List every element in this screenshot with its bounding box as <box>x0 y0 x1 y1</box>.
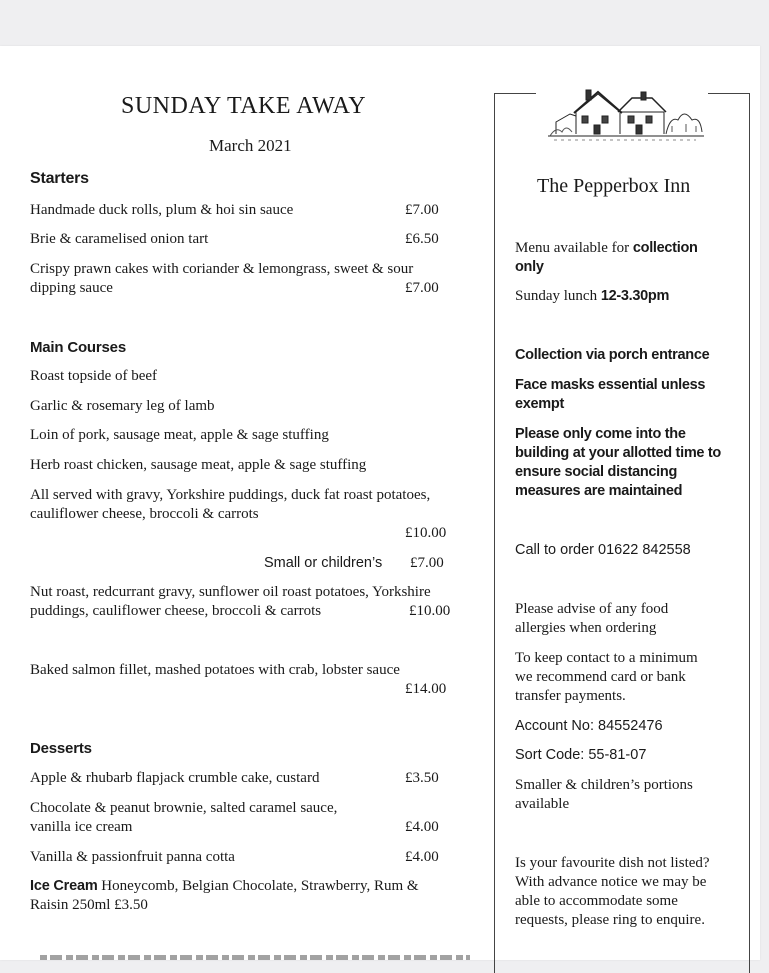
menu-item-name: puddings, cauliflower cheese, broccoli & carrots <box>30 603 322 619</box>
menu-item-name: Roast topside of beef <box>30 368 158 384</box>
collection-only-emphasis: only <box>515 259 544 275</box>
favourite-dish-notice: With advance notice we may be <box>515 874 707 890</box>
allergy-notice: Please advise of any food <box>515 601 669 617</box>
menu-item-name: Loin of pork, sausage meat, apple & sage stuffing <box>30 427 329 443</box>
menu-available-line <box>515 239 698 258</box>
menu-item-price: £10.00 <box>405 525 447 541</box>
payment-notice: To keep contact to a minimum <box>515 650 698 666</box>
menu-available-text: Menu available for <box>515 240 633 256</box>
collection-emphasis: collection <box>632 240 698 256</box>
menu-item-name: Vanilla & passionfruit panna cotta <box>30 849 235 865</box>
menu-title: SUNDAY TAKE AWAY <box>121 93 367 119</box>
menu-item-name: Brie & caramelised onion tart <box>30 231 209 247</box>
distancing-notice: measures are maintained <box>515 483 683 499</box>
menu-item-name: Herb roast chicken, sausage meat, apple & sage stuffing <box>30 457 367 473</box>
distancing-notice: Please only come into the <box>515 426 686 442</box>
menu-item-name: Baked salmon fillet, mashed potatoes with crab, lobster sauce <box>30 662 400 678</box>
menu-item-price: £10.00 <box>409 603 451 619</box>
menu-item-price: £4.00 <box>405 849 439 865</box>
served-with-text: All served with gravy, Yorkshire puddings, duck fat roast potatoes, <box>30 487 431 503</box>
info-panel-frame <box>494 93 750 973</box>
distancing-notice: ensure social distancing <box>515 464 678 480</box>
menu-item-name: Apple & rhubarb flapjack crumble cake, custard <box>30 770 320 786</box>
menu-item-name: Chocolate & peanut brownie, salted caramel sauce, <box>30 800 338 816</box>
served-with-text: cauliflower cheese, broccoli & carrots <box>30 506 259 522</box>
ice-cream-flavours: Honeycomb, Belgian Chocolate, Strawberry, Rum & <box>97 878 419 894</box>
starters-heading: Starters <box>30 170 89 187</box>
menu-item-price: £6.50 <box>405 231 439 247</box>
payment-notice: transfer payments. <box>515 688 626 704</box>
desserts-heading: Desserts <box>30 740 92 757</box>
menu-item-name: Crispy prawn cakes with coriander & lemongrass, sweet & sour <box>30 261 414 277</box>
portions-notice: Smaller & children’s portions <box>515 777 693 793</box>
mains-heading: Main Courses <box>30 339 126 356</box>
sunday-lunch-label: Sunday lunch <box>515 288 601 304</box>
menu-item-name: vanilla ice cream <box>30 819 133 835</box>
ice-cream-label: Ice Cream <box>30 878 98 894</box>
menu-item-name: Garlic & rosemary leg of lamb <box>30 398 215 414</box>
masks-notice: Face masks essential unless <box>515 377 706 393</box>
sunday-lunch-line <box>515 287 669 306</box>
menu-item-price: £7.00 <box>405 280 439 296</box>
favourite-dish-notice: able to accommodate some <box>515 893 678 909</box>
menu-item-name: Nut roast, redcurrant gravy, sunflower oil roast potatoes, Yorkshire <box>30 584 431 600</box>
allergy-notice: allergies when ordering <box>515 620 657 636</box>
small-portion-label: Small or children’s <box>264 555 383 571</box>
menu-item-name: Handmade duck rolls, plum & hoi sin sauce <box>30 202 294 218</box>
sunday-lunch-time: 12-3.30pm <box>600 288 670 304</box>
menu-item-price: £7.00 <box>405 202 439 218</box>
distancing-notice: building at your allotted time to <box>515 445 721 461</box>
menu-item-price: £4.00 <box>405 819 439 835</box>
payment-notice: we recommend card or bank <box>515 669 686 685</box>
account-number: Account No: 84552476 <box>515 718 663 734</box>
menu-item-name: dipping sauce <box>30 280 113 296</box>
menu-date: March 2021 <box>209 136 292 155</box>
pub-building-sketch <box>546 86 706 146</box>
portions-notice: available <box>515 796 570 812</box>
favourite-dish-notice: Is your favourite dish not listed? <box>515 855 710 871</box>
menu-item-price: £14.00 <box>405 681 447 697</box>
masks-notice: exempt <box>515 396 564 412</box>
pub-name: The Pepperbox Inn <box>537 175 691 197</box>
menu-item-price: £3.50 <box>405 770 439 786</box>
menu-item-price: £7.00 <box>410 555 444 571</box>
frame-top-left <box>494 93 536 94</box>
phone-number: Call to order 01622 842558 <box>515 542 691 558</box>
cut-off-text-line <box>40 955 470 960</box>
ice-cream-line <box>30 877 419 896</box>
ice-cream-flavours-cont: Raisin 250ml £3.50 <box>30 897 148 913</box>
favourite-dish-notice: requests, please ring to enquire. <box>515 912 705 928</box>
sort-code: Sort Code: 55-81-07 <box>515 747 647 763</box>
porch-notice: Collection via porch entrance <box>515 347 710 363</box>
frame-top-right <box>708 93 749 94</box>
